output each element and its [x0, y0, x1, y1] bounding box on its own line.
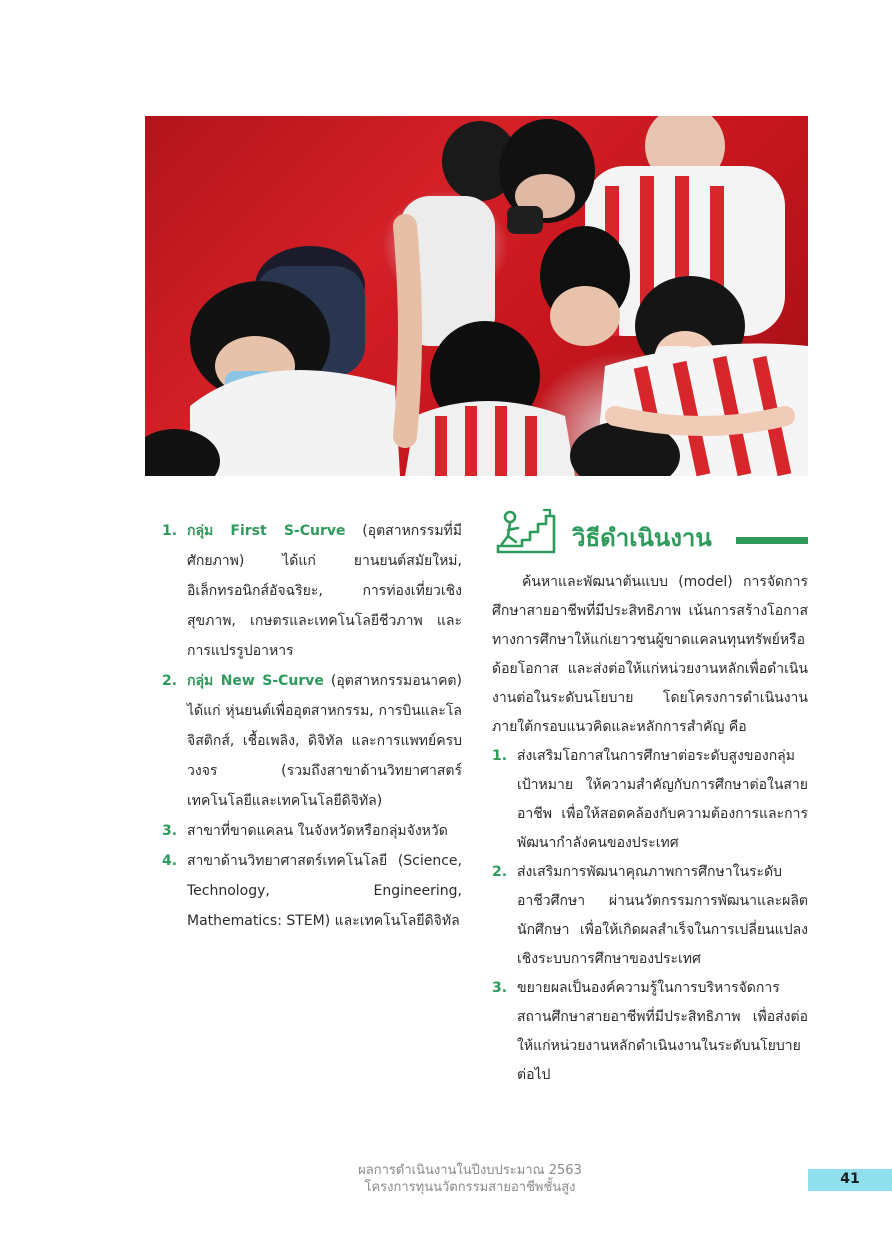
list-item [162, 666, 462, 816]
list-text: ส่งเสริมการพัฒนาคุณภาพการศึกษาในระดับอาชีวศึกษา ผ่านนวัตกรรมการพัฒนาและผลิตนักศึกษา เพื่อให้เกิดผลสำเร็จในการเปลี่ยนแปลงเชิงระบบการศึกษาของประเทศ [517, 864, 808, 967]
list-number: 2. [162, 673, 178, 689]
section-heading [492, 504, 808, 560]
list-number: 1. [162, 523, 178, 539]
list-highlight: กลุ่ม New S-Curve [187, 673, 324, 689]
list-item [162, 846, 462, 936]
students-group-photo [145, 116, 808, 476]
methodology-section [492, 504, 808, 1090]
list-highlight: กลุ่ม First S-Curve [187, 523, 346, 539]
list-text: ขยายผลเป็นองค์ความรู้ในการบริหารจัดการสถานศึกษาสายอาชีพที่มีประสิทธิภาพ เพื่อส่งต่อให้แก่หน่วยงานหลักดำเนินงานในระดับนโยบายต่อไป [517, 980, 808, 1083]
section-intro: ค้นหาและพัฒนาต้นแบบ (model) การจัดการศึกษาสายอาชีพที่มีประสิทธิภาพ เน้นการสร้างโอกาสทางการศึกษาให้แก่เยาวชนผู้ขาดแคลนทุนทรัพย์หรือด้อยโอกาส และส่งต่อให้แก่หน่วยงานหลักเพื่อดำเนินงานต่อในระดับนโยบาย โดยโครงการดำเนินงานภายใต้กรอบแนวคิดและหลักการสำคัญ คือ [492, 574, 808, 735]
title-rule [736, 537, 808, 544]
page-footer [300, 1162, 640, 1196]
list-number: 3. [492, 980, 508, 996]
list-text: (อุตสาหกรรมอนาคต) ได้แก่ หุ่นยนต์เพื่ออุตสาหกรรม, การบินและโลจิสติกส์, เชื้อเพลิง, ดิจิทัล และการแพทย์ครบวงจร (รวมถึงสาขาด้านวิทยาศาสตร์เทคโนโลยีและเทคโนโลยีดิจิทัล) [187, 673, 462, 809]
list-number: 2. [492, 864, 508, 880]
list-item [492, 974, 808, 1090]
list-item [492, 742, 808, 858]
footer-line: โครงการทุนนวัตกรรมสายอาชีพชั้นสูง [364, 1180, 576, 1195]
list-number: 3. [162, 823, 178, 839]
section-title: วิธีดำเนินงาน [572, 524, 712, 552]
person-climbing-stairs-icon [496, 508, 556, 554]
list-item [162, 516, 462, 666]
list-text: ส่งเสริมโอกาสในการศึกษาต่อระดับสูงของกลุ่มเป้าหมาย ให้ความสำคัญกับการศึกษาต่อในสายอาชีพ เพื่อให้สอดคล้องกับความต้องการและการพัฒนากำลังคนของประเทศ [517, 748, 808, 851]
target-fields-list [162, 516, 462, 936]
list-number: 4. [162, 853, 178, 869]
photo-illustration [145, 116, 808, 476]
list-text: สาขาที่ขาดแคลน ในจังหวัดหรือกลุ่มจังหวัด [187, 823, 448, 839]
footer-line: ผลการดำเนินงานในปีงบประมาณ 2563 [358, 1163, 582, 1178]
page-number-tab [808, 1169, 892, 1191]
list-text: (อุตสาหกรรมที่มีศักยภาพ) ได้แก่ ยานยนต์สมัยใหม่, อิเล็กทรอนิกส์อัจฉริยะ, การท่องเที่ยวเชิงสุขภาพ, เกษตรและเทคโนโลยีชีวภาพ และการแปรรูปอาหาร [187, 523, 463, 659]
list-item [492, 858, 808, 974]
page-number: 41 [840, 1171, 860, 1187]
list-number: 1. [492, 748, 508, 764]
list-item [162, 816, 462, 846]
list-text: สาขาด้านวิทยาศาสตร์เทคโนโลยี (Science, Technology, Engineering, Mathematics: STEM) และเทคโนโลยีดิจิทัล [187, 853, 462, 929]
